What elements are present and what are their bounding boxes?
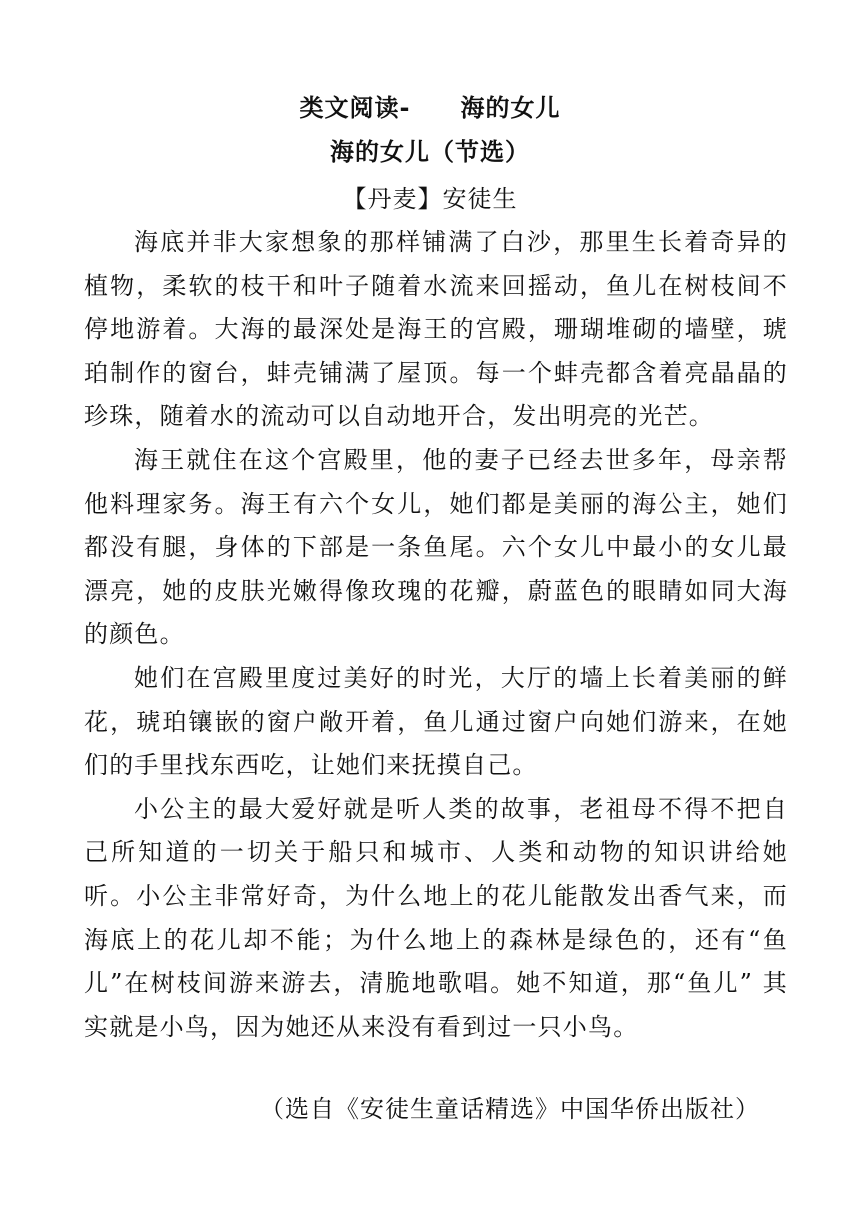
section-topic: 海的女儿 <box>460 94 561 122</box>
article-body <box>84 221 788 1049</box>
paragraph: 小公主的最大爱好就是听人类的故事，老祖母不得不把自己所知道的一切关于船只和城市、人类和动物的知识讲给她听。小公主非常好奇，为什么地上的花儿能散发出香气来，而海底上的花儿却不能；为什么地上的森林是绿色的，还有“鱼儿”在树枝间游来游去，清脆地歌唱。她不知道，那“鱼儿” 其实就是小鸟，因为她还从来没有看到过一只小鸟。 <box>84 794 788 1041</box>
paragraph: 海王就住在这个宫殿里，他的妻子已经去世多年，母亲帮他料理家务。海王有六个女儿，她们都是美丽的海公主，她们都没有腿，身体的下部是一条鱼尾。六个女儿中最小的女儿最漂亮，她的皮肤光嫩得像玫瑰的花瓣，蔚蓝色的眼睛如同大海的颜色。 <box>84 445 788 649</box>
source-citation: （选自《安徒生童话精选》中国华侨出版社） <box>260 1095 760 1123</box>
paragraph: 她们在宫殿里度过美好的时光，大厅的墙上长着美丽的鲜花，琥珀镶嵌的窗户敞开着，鱼儿通过窗户向她们游来，在她们的手里找东西吃，让她们来抚摸自己。 <box>84 663 788 780</box>
article-author: 【丹麦】安徒生 <box>342 185 518 213</box>
section-category: 类文阅读- <box>299 94 411 122</box>
section-title <box>0 88 860 123</box>
paragraph: 海底并非大家想象的那样铺满了白沙，那里生长着奇异的植物，柔软的枝干和叶子随着水流来回摇动，鱼儿在树枝间不停地游着。大海的最深处是海王的宫殿，珊瑚堆砌的墙壁，琥珀制作的窗台，蚌壳铺满了屋顶。每一个蚌壳都含着亮晶晶的珍珠，随着水的流动可以自动地开合，发出明亮的光芒。 <box>84 228 788 431</box>
article-title: 海的女儿（节选） <box>330 138 530 166</box>
